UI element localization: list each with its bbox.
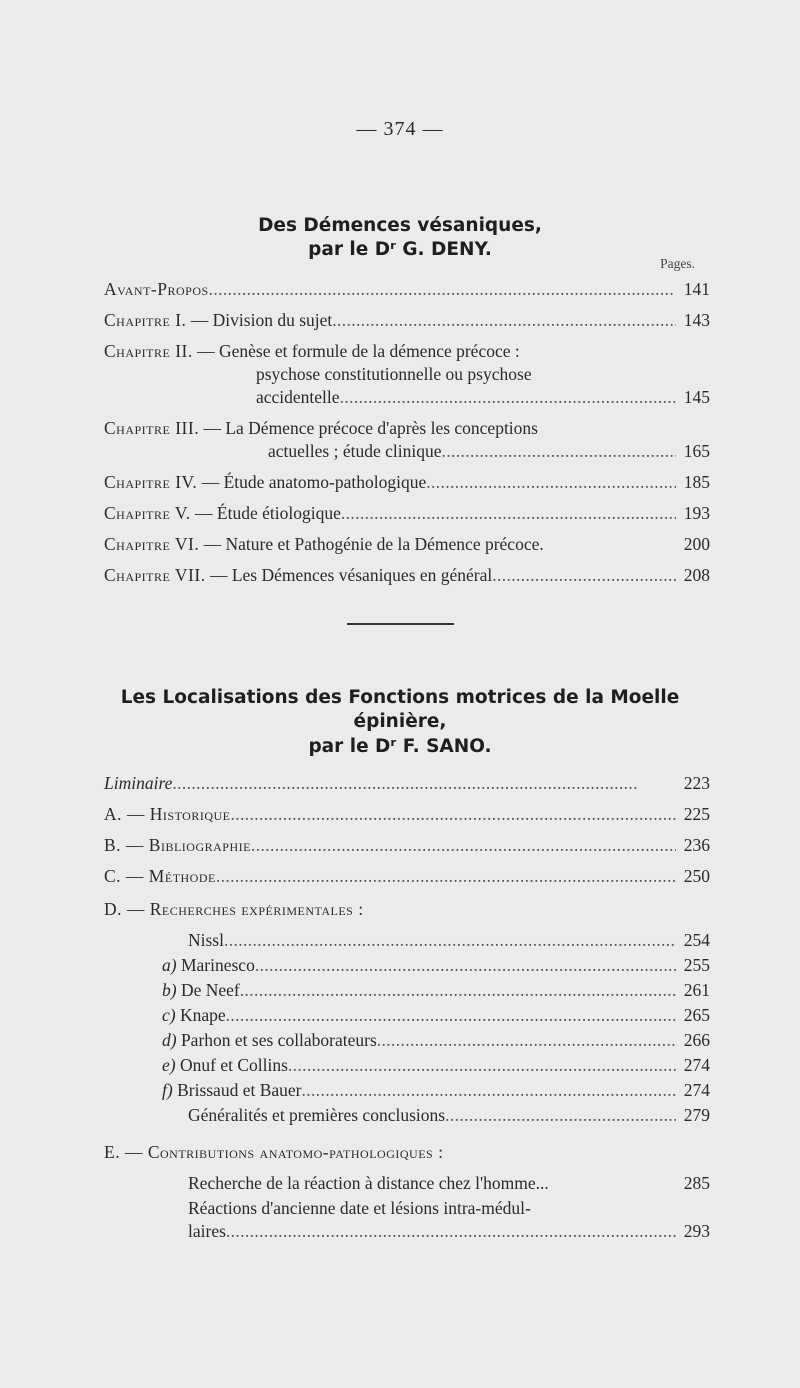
entry-text: — Nature et Pathogénie de la Démence précoce.: [203, 534, 544, 554]
section-title-2-cont: épinière,: [353, 711, 447, 732]
dot-leader: [224, 929, 676, 952]
entry-head: C. — Méthode: [104, 866, 216, 886]
entry-text-cont: psychose constitutionnelle ou psychose: [256, 364, 532, 384]
dot-leader: [226, 1220, 676, 1243]
entry-page: 255: [683, 955, 710, 975]
section-divider: [347, 623, 454, 625]
entry-page: 185: [683, 472, 710, 492]
entry-page: 274: [683, 1055, 710, 1075]
entry-text-cont: accidentelle: [256, 387, 340, 407]
dot-leader: [445, 1104, 676, 1127]
entry-head: Chapitre IV.: [104, 472, 198, 492]
dot-leader: [340, 386, 676, 409]
toc-subentry[interactable]: [104, 954, 710, 977]
entry-page: 145: [683, 387, 710, 407]
entry-page: 141: [683, 279, 710, 299]
entry-head: Liminaire: [104, 773, 173, 793]
entry-text: Nissl: [188, 930, 224, 950]
toc-subentry[interactable]: [104, 979, 710, 1002]
entry-head: Avant-Propos: [104, 279, 209, 299]
toc-entry[interactable]: [104, 564, 710, 587]
entry-page: 274: [683, 1080, 710, 1100]
toc-subentry[interactable]: [104, 1079, 710, 1102]
toc-subentry[interactable]: [104, 1197, 710, 1243]
subsection-heading-d: D. — Recherches expérimentales :: [104, 899, 364, 919]
entry-label: d): [162, 1030, 177, 1050]
entry-label: b): [162, 980, 177, 1000]
dot-leader: [492, 564, 676, 587]
entry-text: — Genèse et formule de la démence précoce :: [197, 341, 520, 361]
entry-head: Chapitre I.: [104, 310, 187, 330]
toc-entry[interactable]: [104, 865, 710, 888]
entry-text: Recherche de la réaction à distance chez l'homme...: [188, 1173, 549, 1193]
entry-head: Chapitre III.: [104, 418, 200, 438]
entry-label: a): [162, 955, 177, 975]
subsection-heading-e: E. — Contributions anatomo-pathologiques :: [104, 1142, 444, 1162]
e-entries: [104, 1172, 710, 1243]
entry-text: — Division du sujet: [190, 310, 333, 330]
entry-page: 293: [683, 1221, 710, 1241]
toc-subentry[interactable]: [104, 1004, 710, 1027]
entry-head: B. — Bibliographie: [104, 835, 251, 855]
entry-label: e): [162, 1055, 176, 1075]
entry-page: 225: [683, 804, 710, 824]
section-title-1: Des Démences vésaniques,: [258, 215, 542, 236]
entry-head: Chapitre VII.: [104, 565, 206, 585]
dot-leader: [426, 471, 676, 494]
entry-text: De Neef: [180, 980, 240, 1000]
toc-entry[interactable]: [104, 340, 710, 409]
dot-leader: [302, 1079, 677, 1102]
entry-head: Chapitre VI.: [104, 534, 200, 554]
section-author-1: par le Dʳ G. DENY.: [308, 239, 492, 260]
dot-leader: [231, 803, 676, 826]
entry-text: Knape: [179, 1005, 226, 1025]
entry-page: 279: [683, 1105, 710, 1125]
toc-subentry[interactable]: [104, 1054, 710, 1077]
entry-page: 223: [683, 773, 710, 793]
toc-section-2: [104, 772, 710, 1245]
section-title-2: Les Localisations des Fonctions motrices de la Moelle: [120, 687, 680, 708]
entry-page: 261: [683, 980, 710, 1000]
dot-leader: [441, 440, 676, 463]
entry-page: 200: [683, 534, 710, 554]
dot-leader: [251, 834, 676, 857]
dot-leader: [255, 954, 676, 977]
entry-page: 250: [683, 866, 710, 886]
dot-leader: [209, 278, 676, 301]
toc-entry[interactable]: [104, 502, 710, 525]
entry-head: Chapitre II.: [104, 341, 193, 361]
entry-page: 285: [683, 1173, 710, 1193]
entry-text: — Les Démences vésaniques en général: [209, 565, 493, 585]
dot-leader: [332, 309, 676, 332]
toc-subentry[interactable]: [104, 929, 710, 952]
entry-head: A. — Historique: [104, 804, 231, 824]
dot-leader: [240, 979, 676, 1002]
toc-subentry[interactable]: [104, 1104, 710, 1127]
entry-label: c): [162, 1005, 176, 1025]
entry-text: Marinesco: [180, 955, 255, 975]
entry-text-cont: laires: [188, 1221, 226, 1241]
toc-entry[interactable]: [104, 533, 710, 556]
toc-subentry[interactable]: [104, 1172, 710, 1195]
entry-page: 265: [683, 1005, 710, 1025]
dot-leader: [288, 1054, 676, 1077]
pages-label: Pages.: [660, 256, 695, 271]
dot-leader: [216, 865, 676, 888]
entry-page: 143: [683, 310, 710, 330]
entry-text: Parhon et ses collaborateurs: [180, 1030, 377, 1050]
entry-head: Chapitre V.: [104, 503, 191, 523]
dot-leader: [377, 1029, 676, 1052]
toc-entry[interactable]: [104, 834, 710, 857]
entry-text: Généralités et premières conclusions: [188, 1105, 446, 1125]
toc-entry[interactable]: [104, 309, 710, 332]
toc-entry[interactable]: [104, 417, 710, 463]
dot-leader: [172, 772, 676, 795]
entry-page: 254: [683, 930, 710, 950]
page-number: — 374 —: [356, 118, 444, 140]
entry-text: Réactions d'ancienne date et lésions intra-médul-: [188, 1198, 531, 1218]
entry-text-cont: actuelles ; étude clinique: [268, 441, 442, 461]
section-author-2: par le Dʳ F. SANO.: [308, 736, 492, 757]
toc-entry[interactable]: [104, 278, 710, 301]
d-entries: [104, 929, 710, 1127]
entry-text: — Étude anatomo-pathologique: [201, 472, 427, 492]
dot-leader: [341, 502, 676, 525]
entry-text: — Étude étiologique: [195, 503, 341, 523]
toc-section-1: [104, 278, 710, 595]
entry-label: f): [162, 1080, 173, 1100]
entry-text: Onuf et Collins: [179, 1055, 288, 1075]
entry-text: Brissaud et Bauer: [177, 1080, 302, 1100]
entry-page: 193: [683, 503, 710, 523]
entry-page: 208: [683, 565, 710, 585]
entry-page: 165: [683, 441, 710, 461]
entry-page: 236: [683, 835, 710, 855]
entry-text: — La Démence précoce d'après les conceptions: [203, 418, 538, 438]
toc-entry[interactable]: [104, 471, 710, 494]
toc-entry[interactable]: [104, 803, 710, 826]
dot-leader: [226, 1004, 676, 1027]
entry-page: 266: [683, 1030, 710, 1050]
toc-entry[interactable]: [104, 772, 710, 795]
toc-subentry[interactable]: [104, 1029, 710, 1052]
